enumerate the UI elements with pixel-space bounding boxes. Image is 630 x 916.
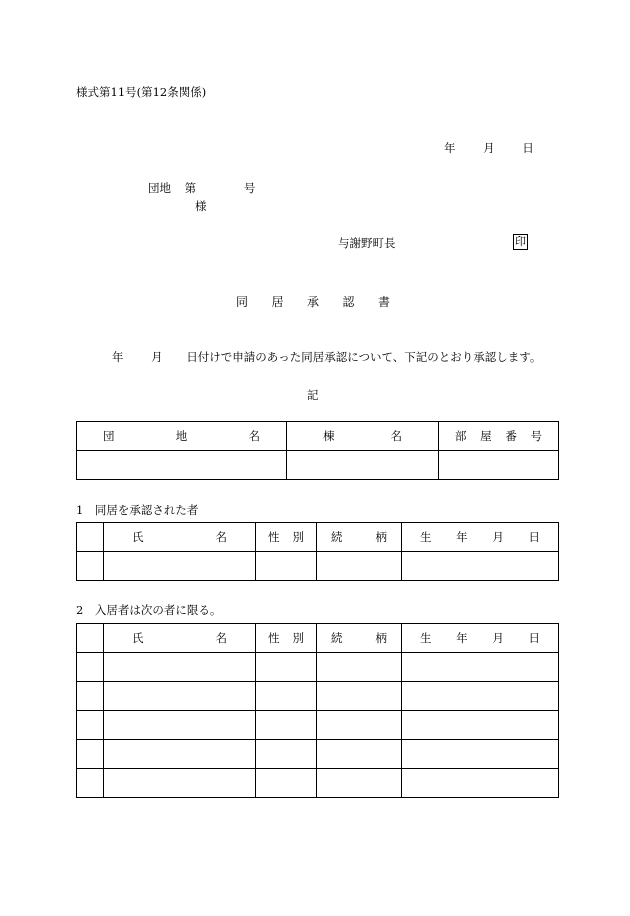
date-year: 年 (444, 141, 456, 155)
table-row (77, 711, 559, 740)
seal-stamp: 印 (515, 235, 526, 248)
table-row (77, 682, 559, 711)
approved-person-table (76, 522, 559, 581)
table-row (77, 740, 559, 769)
room-number-cell (439, 451, 559, 480)
property-table (76, 421, 559, 480)
body-sentence (112, 349, 541, 365)
header-gender: 性 別 (256, 523, 317, 552)
form-number: 様式第11号(第12条関係) (76, 85, 207, 99)
building-name-cell (287, 451, 439, 480)
header-name: 氏 名 (104, 624, 256, 653)
table-row (77, 653, 559, 682)
section1-title: 1 同居を承認された者 (76, 503, 199, 517)
table-row (77, 769, 559, 798)
index-header-cell (77, 624, 104, 653)
header-name: 氏 名 (104, 523, 256, 552)
issuer-name: 与謝野町長 (338, 236, 396, 250)
header-relation: 続 柄 (317, 523, 402, 552)
body-text: 日付けで申請のあった同居承認について、下記のとおり承認します。 (186, 350, 542, 364)
ki-heading: 記 (307, 388, 319, 402)
recipient-danchi: 団地 (148, 181, 171, 195)
document-title (236, 293, 390, 310)
title-char: 居 (271, 295, 284, 309)
header-room-number: 部 屋 番 号 (439, 422, 559, 451)
date-line (444, 140, 534, 156)
date-month: 月 (483, 141, 495, 155)
title-char: 承 (306, 295, 319, 309)
resident-table (76, 623, 559, 798)
title-char: 書 (377, 295, 390, 309)
recipient-line (148, 180, 255, 196)
date-day: 日 (522, 141, 534, 155)
body-year: 年 (112, 350, 124, 364)
header-birthdate: 生 年 月 日 (402, 624, 559, 653)
title-char: 同 (236, 295, 249, 309)
recipient-dai: 第 (184, 181, 197, 195)
header-relation: 続 柄 (317, 624, 402, 653)
title-char: 認 (342, 295, 355, 309)
danchi-name-cell (77, 451, 287, 480)
header-building-name: 棟 名 (287, 422, 439, 451)
header-gender: 性 別 (256, 624, 317, 653)
index-header-cell (77, 523, 104, 552)
header-birthdate: 生 年 月 日 (402, 523, 559, 552)
table-row (77, 552, 559, 581)
header-danchi-name: 団 地 名 (77, 422, 287, 451)
recipient-sama: 様 (195, 199, 207, 213)
body-month: 月 (151, 350, 163, 364)
recipient-go: 号 (243, 181, 256, 195)
section2-title: 2 入居者は次の者に限る。 (76, 603, 222, 617)
